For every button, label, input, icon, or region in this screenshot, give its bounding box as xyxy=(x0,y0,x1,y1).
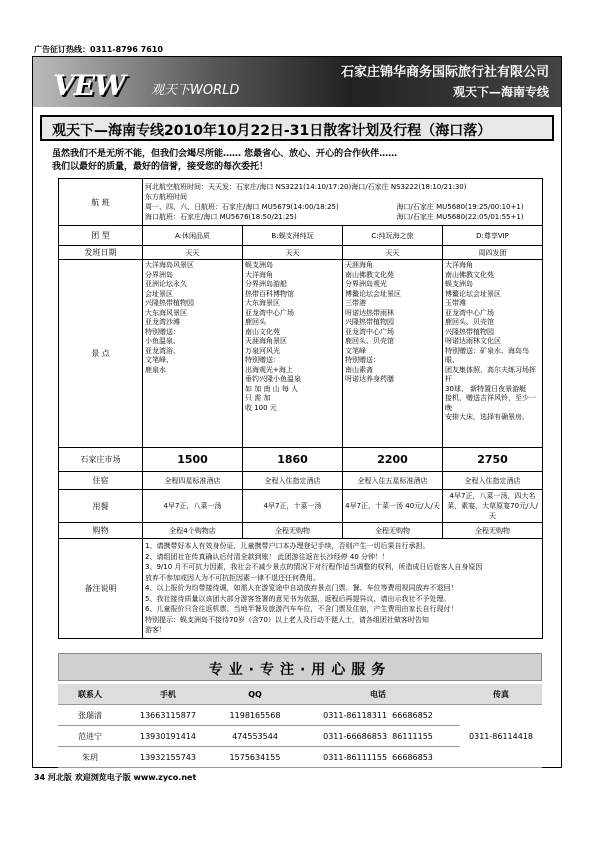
spot-item: 亚龙湾浴、 xyxy=(145,346,180,355)
type-cell: C:纯玩海之旅 xyxy=(343,226,443,246)
logo-wordmark: VEW xyxy=(53,69,125,102)
spot-item: 30球、 新特置日夜景游艇 xyxy=(445,384,527,393)
spot-item: 只 需 加 xyxy=(245,394,271,402)
price-row xyxy=(59,448,543,472)
intro-line: 虽然我们不是无所不能，但我们会竭尽所能…… 您最省心、放心、开心的合作伙伴…… xyxy=(52,149,398,159)
date-cell: 天天 xyxy=(143,246,243,260)
meal-cell: 4早7正，八菜一汤，四大名菜，素宴，大草原宴70元/人/天 xyxy=(443,490,543,523)
hotel-cell: 全程入住指定酒店 xyxy=(243,472,343,490)
flight-label: 航 班 xyxy=(59,179,143,226)
page-title-bar xyxy=(40,115,554,141)
logo-subtitle: 观天下WORLD xyxy=(151,83,240,98)
type-cell: A:休闲品质 xyxy=(143,226,243,246)
spot-item: 大洋海岛风景区 xyxy=(145,261,194,269)
contact-mobile: 13663115877 xyxy=(122,705,214,726)
spot-item: 亚洲论坛永久 xyxy=(145,280,187,288)
route-name: 观天下—海南专线 xyxy=(452,85,549,99)
spot-item: 热带百科博物馆 xyxy=(245,289,294,298)
notes-row xyxy=(59,539,543,639)
spot-item: 小鱼温泉、 xyxy=(145,337,180,345)
contact-qq: 1198165568 xyxy=(214,705,296,726)
flight-info xyxy=(143,179,543,226)
spot-item: 文笔峰、 xyxy=(145,356,173,364)
shop-row xyxy=(59,523,543,539)
spot-item: 天涯海角 xyxy=(345,261,373,269)
contact-header: 传真 xyxy=(460,684,542,705)
type-cell: D:尊享VIP xyxy=(443,226,543,246)
hotel-cell: 全程四星标准酒店 xyxy=(143,472,243,490)
contact-header-row xyxy=(58,684,542,705)
type-cell: B:蜈支洲纯玩 xyxy=(243,226,343,246)
note-line: 6、儿童报价只含往返机票、当地半餐及旅游汽车车位，不含门票及住宿，产生费用由家长自行现付！ xyxy=(145,605,458,614)
spot-item: 收 100 元 xyxy=(245,403,277,412)
contact-phone: 0311-86111155 66686853 xyxy=(296,747,460,768)
contact-fax: 0311-86114418 xyxy=(460,705,542,768)
spot-item: 特别赠送： xyxy=(245,356,280,364)
spot-item: 出海观光+海上 xyxy=(245,365,293,374)
contact-qq: 474553544 xyxy=(214,726,296,747)
date-cell: 周四发团 xyxy=(443,246,543,260)
contact-table xyxy=(58,684,542,768)
spot-item: 玉带滩 xyxy=(445,299,466,307)
brand-logo xyxy=(53,69,253,102)
spot-item: 呀诺达养身药膳 xyxy=(345,375,394,383)
date-cell: 天天 xyxy=(243,246,343,260)
notes-cell xyxy=(143,539,543,639)
itinerary-table xyxy=(58,178,543,639)
flight-line: 河北航空航班时间：天天发：石家庄/海口 NS3221(14:10/17:20)海口/石家庄 NS3222(18:10/21:30) xyxy=(145,183,467,191)
spot-item: 大东海景区 xyxy=(245,299,280,307)
note-line: 5、我社接待质量以该团大部分游客签署的意见书为依据，返程后再提异议，请出示我社不予处理。 xyxy=(145,594,451,603)
spot-item: 南山素斋 xyxy=(345,365,373,374)
note-line: 3、9/10 月不可抗力因素，我社会不减少景点的情况下对行程作适当调整的权利，所造成日后旅客人自身原因 xyxy=(145,563,483,572)
meal-row xyxy=(59,490,543,523)
spot-item: 南山文化苑 xyxy=(245,327,280,336)
page-title: 观天下—海南专线2010年10月22日-31日散客计划及行程（海口落） xyxy=(52,123,492,139)
contact-mobile: 13930191414 xyxy=(122,726,214,747)
company-name: 石家庄锦华商务国际旅行社有限公司 xyxy=(340,65,549,80)
spot-item: 三带港 xyxy=(345,299,366,307)
spot-item: 鹿回头、贝壳馆 xyxy=(445,318,494,326)
spot-item: 分界洲岛游船 xyxy=(245,280,287,288)
meal-label: 用餐 xyxy=(59,490,143,523)
price-cell: 1500 xyxy=(143,448,243,472)
type-label: 团 型 xyxy=(59,226,143,246)
spot-item: 鹿泉水 xyxy=(145,365,166,374)
shop-label: 购物 xyxy=(59,523,143,539)
hotel-row xyxy=(59,472,543,490)
contact-name: 朱玥 xyxy=(58,747,122,768)
contact-mobile: 13932155743 xyxy=(122,747,214,768)
spot-item: 特别赠送： xyxy=(145,327,180,336)
flight-line: 周一、四、六、日航班：石家庄/海口 MU5679(14:00/18:25) 海口/石家庄 MU5680(19:25/00:10+1) xyxy=(145,203,524,211)
spots-row xyxy=(59,260,543,448)
date-row xyxy=(59,246,543,260)
spot-item: 南山佛教文化苑 xyxy=(445,270,494,279)
type-row xyxy=(59,226,543,246)
spot-item: 呀诺达雨林文化区 xyxy=(445,337,501,345)
note-line: 放弃不参加或因人为不可抗拒因素一律不退还任何费用。 xyxy=(145,573,320,582)
spot-item: 接机，赠送吉祥风铃，至少一晚 xyxy=(445,394,536,412)
spot-item: 蜈支洲岛 xyxy=(245,261,273,269)
contact-phone: 0311-66686853 86111155 xyxy=(296,726,460,747)
spot-item: 亚龙湾中心广场 xyxy=(245,308,294,317)
shop-cell: 全程无购物 xyxy=(243,523,343,539)
spot-item: 鹿回头 xyxy=(245,318,266,326)
spot-item: 亚龙湾沙滩 xyxy=(145,318,180,326)
price-cell: 2200 xyxy=(343,448,443,472)
contact-row xyxy=(58,705,542,726)
spot-item: 大东海风景区 xyxy=(145,308,187,317)
hotel-cell: 全程入住五星标准酒店 xyxy=(343,472,443,490)
spots-cell xyxy=(243,260,343,448)
service-slogan-bar xyxy=(58,653,542,681)
contact-name: 范进宁 xyxy=(58,726,122,747)
spot-item: 文笔峰 xyxy=(345,346,366,355)
spots-cell xyxy=(143,260,243,448)
spot-item: 万泉河风光 xyxy=(245,346,280,355)
flight-row xyxy=(59,179,543,226)
note-line: 1、请携带好本人有效身份证，儿童携带户口本办理登记手续，否则产生一切后果自行承担。 xyxy=(145,542,430,551)
spot-item: 如 加 南 山 每 人 xyxy=(245,384,299,393)
note-line: 特别提示：蜈支洲岛不接待70岁（含70）以上老人及行动不便人士，请各组团社做客时告知 xyxy=(145,615,429,624)
meal-cell: 4早7正，十菜一汤 40元/人/天 xyxy=(343,490,443,523)
date-cell: 天天 xyxy=(343,246,443,260)
note-line: 4、以上报价为均带接待调，如需人在游览途中自动放弃景点门票、餐、车位等费用视同放弃不退回！ xyxy=(145,584,458,593)
shop-cell: 全程无购物 xyxy=(343,523,443,539)
contact-header: 电话 xyxy=(296,684,460,705)
contact-qq: 1575634155 xyxy=(214,747,296,768)
contact-header: 手机 xyxy=(122,684,214,705)
spot-item: 分界洲岛观光 xyxy=(345,280,387,288)
spot-item: 蜈支洲岛 xyxy=(445,280,473,288)
shop-cell: 全程4个购物店 xyxy=(143,523,243,539)
shop-cell: 全程无购物 xyxy=(443,523,543,539)
spot-item: 兴隆热带植物园 xyxy=(145,299,194,307)
spot-item: 特别赠送： xyxy=(345,356,380,364)
spot-item: 鹿回头、贝壳馆 xyxy=(345,337,394,345)
note-line: 游客！ xyxy=(145,626,166,635)
price-label: 石家庄市场 xyxy=(59,448,143,472)
spot-item: 亚龙湾中心广场 xyxy=(445,308,494,317)
spot-item: 大洋海角 xyxy=(445,261,473,269)
contact-name: 张瑞清 xyxy=(58,705,122,726)
flight-line: 海口航班：石家庄/海口 MU5676(18:50/21:25) 海口/石家庄 MU5680(22:05/01:55+1) xyxy=(145,213,524,221)
spot-item: 大洋海角 xyxy=(245,270,273,279)
meal-cell: 4早7正，十菜一汤 xyxy=(243,490,343,523)
contact-phone: 0311-86118311 66686852 xyxy=(296,705,460,726)
hotel-cell: 全程入住指定酒店 xyxy=(443,472,543,490)
hotel-label: 住宿 xyxy=(59,472,143,490)
spot-item: 南山佛教文化苑 xyxy=(345,270,394,279)
contact-header: QQ xyxy=(214,684,296,705)
spot-item: 特别赠送：矿泉水、海岛鸟眼、 xyxy=(445,346,529,364)
spot-item: 分界洲岛 xyxy=(145,270,173,279)
intro-text xyxy=(52,148,397,174)
intro-line: 我们以最好的质量，最好的信誉，接受您的每次委托！ xyxy=(52,162,269,172)
spot-item: 兴隆热带植物园 xyxy=(345,318,394,326)
spot-item: 兴隆热带植物园 xyxy=(445,327,494,336)
service-slogan: 专业·专注·用心服务 xyxy=(208,662,392,678)
notes-label: 备注说明 xyxy=(59,539,143,639)
spots-cell xyxy=(443,260,543,448)
page-footer: 34 河北版 欢迎浏览电子版 www.zyco.net xyxy=(34,773,197,782)
spot-item: 博鳌论坛会址景区 xyxy=(345,289,401,298)
price-cell: 2750 xyxy=(443,448,543,472)
spot-item: 安排大床，选择有确景房。 xyxy=(445,413,529,421)
spot-item: 天涯海角景区 xyxy=(245,337,287,345)
flight-line: 东方航班时间 xyxy=(145,193,187,201)
spots-cell xyxy=(343,260,443,448)
spot-item: 博鳌论坛会址景区 xyxy=(445,289,501,298)
meal-cell: 4早7正，八菜一汤 xyxy=(143,490,243,523)
spot-item: 团友集体照、高尔夫练习场挥杆 xyxy=(445,365,536,383)
header-banner xyxy=(33,57,561,107)
contact-header: 联系人 xyxy=(58,684,122,705)
ad-hotline: 广告征订热线：0311-8796 7610 xyxy=(34,45,163,54)
spots-label: 景 点 xyxy=(59,260,143,448)
note-line: 2、请组团社在传真确认后付清全款到账！ 此团游往返在长沙经停 40 分钟！！ xyxy=(145,552,390,561)
price-cell: 1860 xyxy=(243,448,343,472)
spot-item: 亚龙湾中心广场 xyxy=(345,327,394,336)
spot-item: 呀诺达热带雨林 xyxy=(345,308,394,317)
spot-item: 垂钓兴隆小鱼温泉 xyxy=(245,375,301,383)
spot-item: 会址景区 xyxy=(145,289,173,298)
date-label: 发班日期 xyxy=(59,246,143,260)
